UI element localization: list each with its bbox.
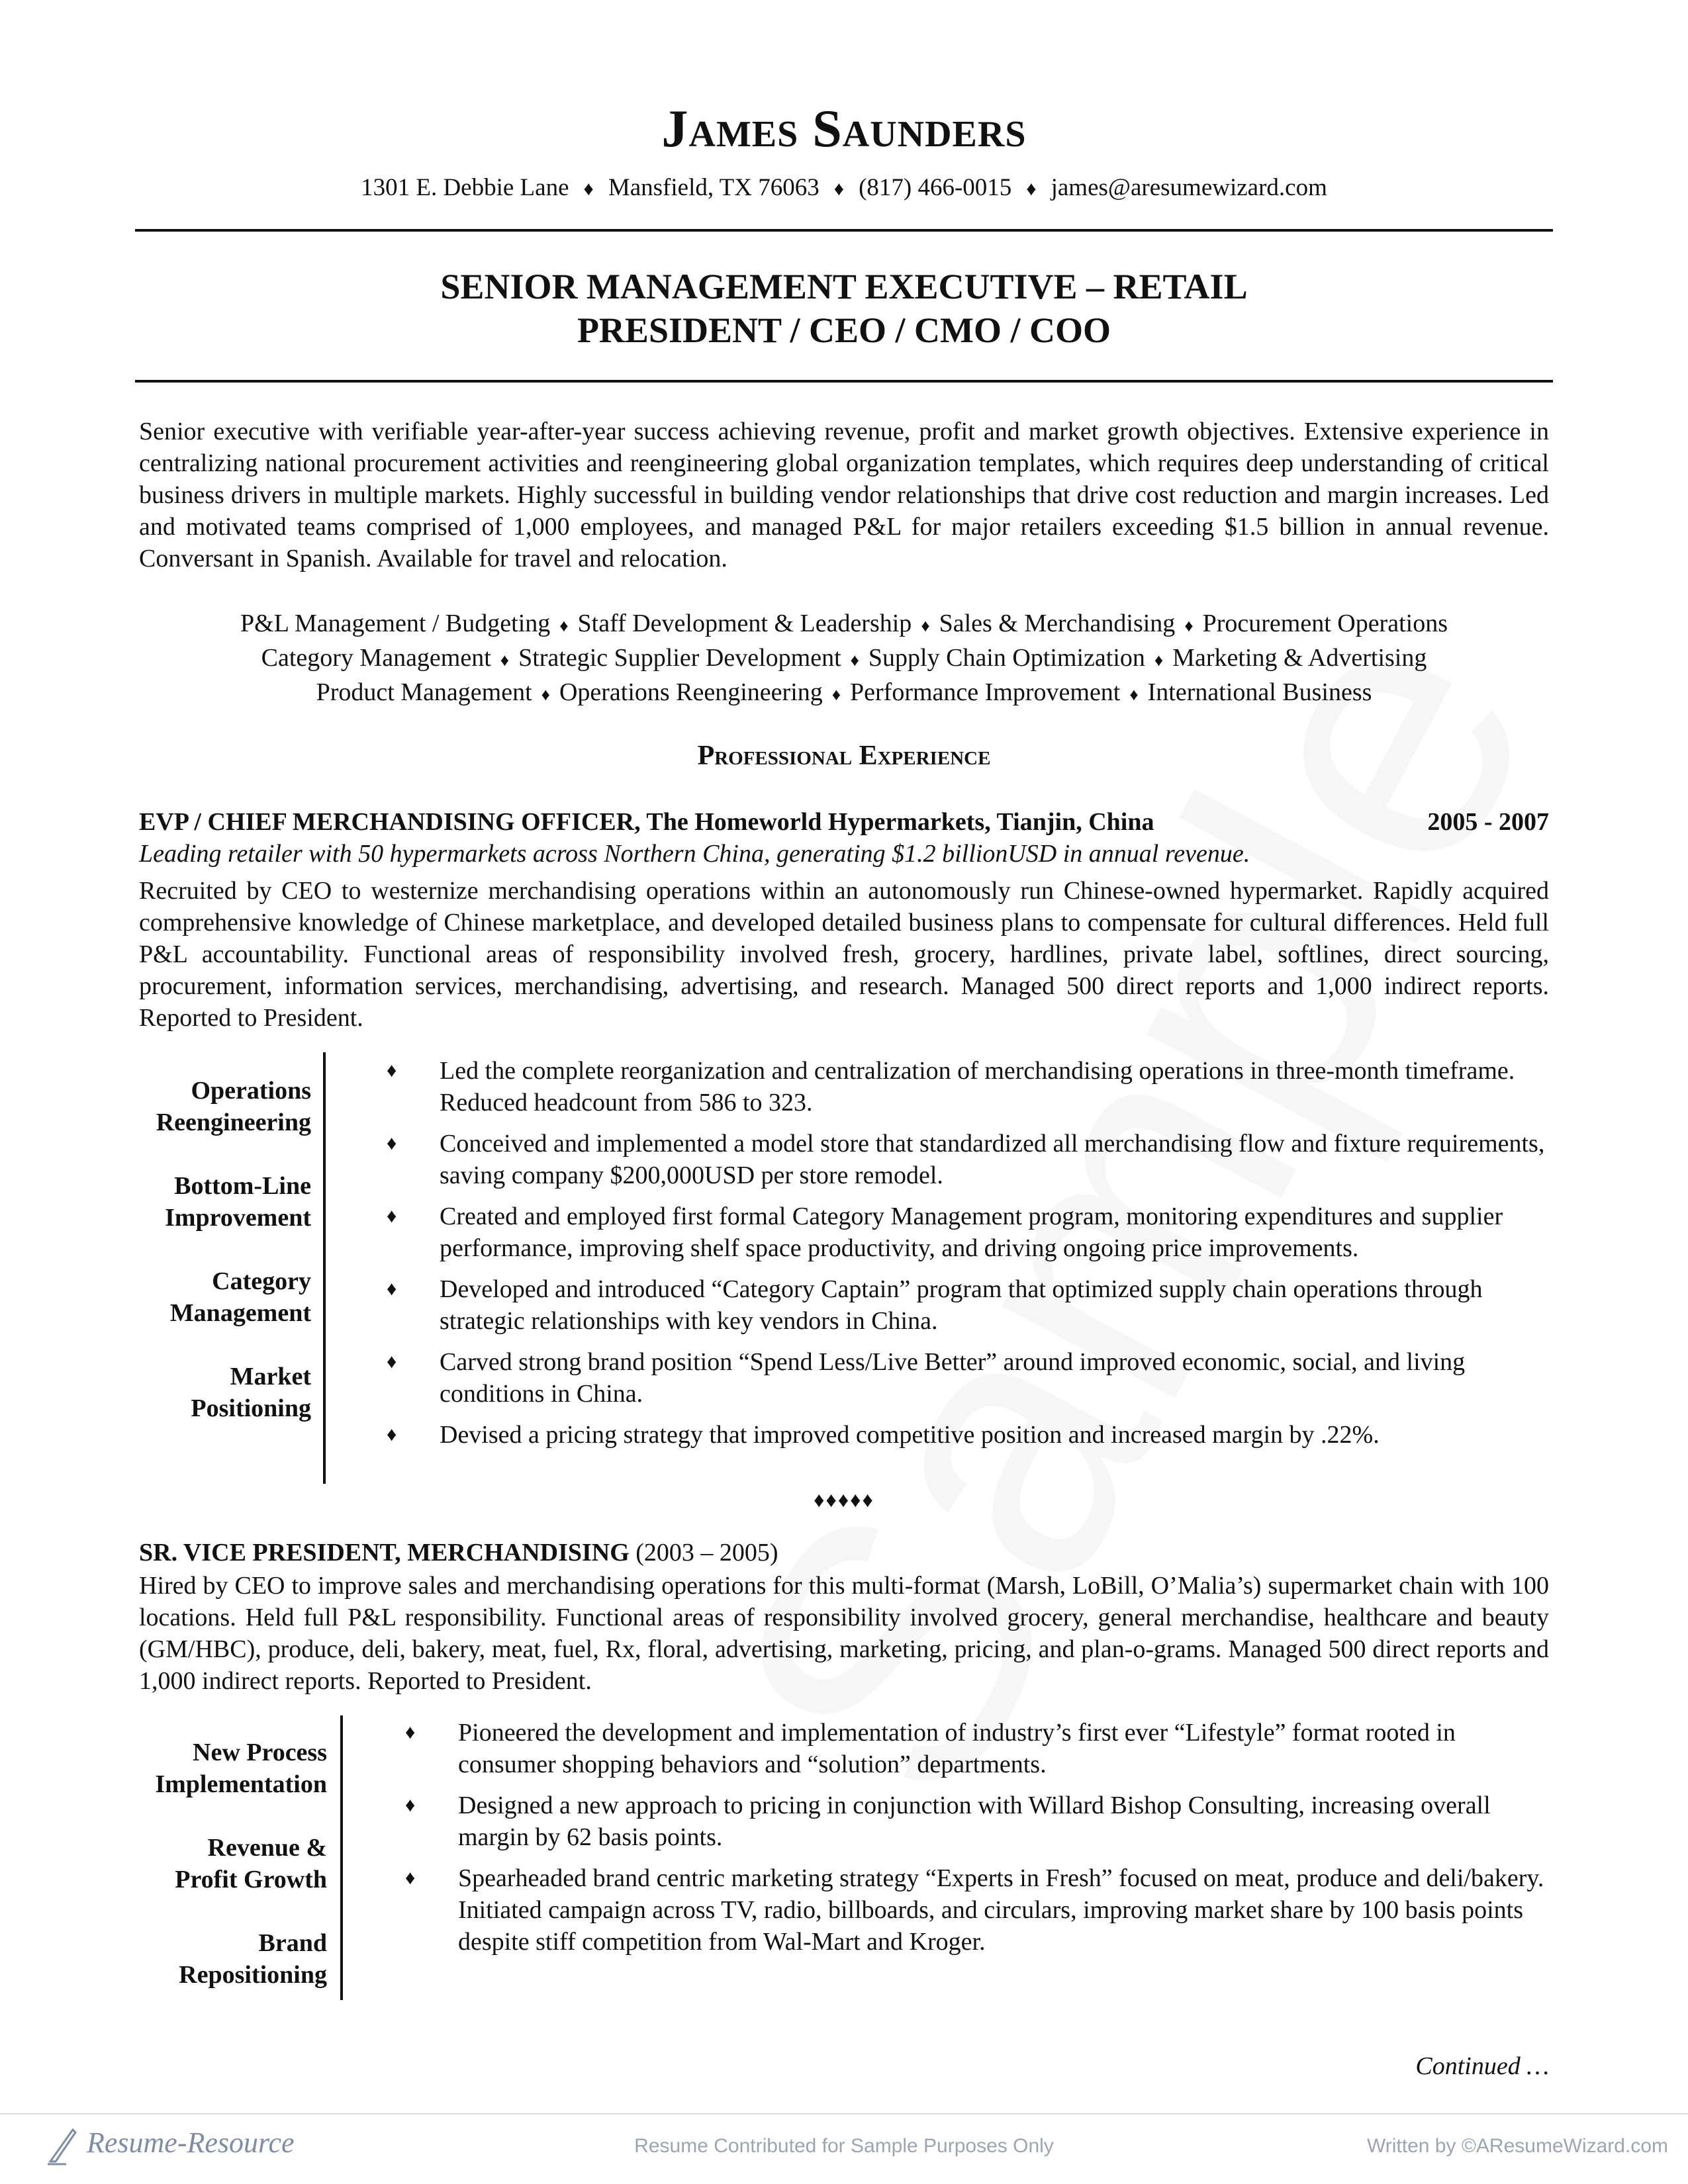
- diamond-icon: ♦: [405, 1721, 416, 1743]
- side-label: Operations Reengineering: [156, 1077, 311, 1136]
- diamond-icon: ♦: [833, 178, 845, 200]
- achievement-item: ♦ Carved strong brand position “Spend Less/Live Better” around improved economic, social, and living conditions in China.: [387, 1346, 1549, 1410]
- competency-item: Procurement Operations: [1202, 610, 1448, 637]
- contact-email[interactable]: james@aresumewizard.com: [1051, 174, 1327, 201]
- job2-description: Hired by CEO to improve sales and merchandising operations for this multi-format (Marsh, LoBill, O’Malia’s) supermarket chain with 100 locations. Held full P&L responsibility. Functional areas of responsibility involved grocery, general merchandise, healthcare and beauty (GM/HBC), produce, deli, bakery, meat, fuel, Rx, floral, advertising, marketing, pricing, and plan-o-grams. Managed 500 direct reports and 1,000 indirect reports. Reported to President.: [139, 1572, 1549, 1695]
- competency-row: [0, 676, 1688, 711]
- diamond-icon: ♦: [831, 685, 841, 704]
- competency-item: Strategic Supplier Development: [518, 644, 841, 672]
- competency-item: Operations Reengineering: [559, 678, 823, 706]
- contact-city: Mansfield, TX 76063: [608, 174, 820, 201]
- contact-address: 1301 E. Debbie Lane: [361, 174, 569, 201]
- diamond-icon: ♦: [1154, 651, 1164, 670]
- achievement-item: ♦ Conceived and implemented a model store that standardized all merchandising flow and fixture requirements, saving company $200,000USD per store remodel.: [387, 1128, 1549, 1191]
- summary-paragraph: Senior executive with verifiable year-after-year success achieving revenue, profit and market growth objectives. Extensive experience in centralizing national procurement activities and reengineering global organization templates, which requires deep understanding of critical business drivers in multiple markets. Highly successful in building vendor relationships that drive cost reduction and margin increases. Led and motivated teams comprised of 1,000 employees, and managed P&L for major retailers exceeding $1.5 billion in annual revenue. Conversant in Spanish. Available for travel and relocation.: [139, 418, 1549, 572]
- job2-side-labels: [119, 1737, 327, 2023]
- diamond-icon: ♦: [921, 616, 930, 635]
- headline-title: SENIOR MANAGEMENT EXECUTIVE – RETAIL: [440, 267, 1248, 306]
- side-label: Revenue & Profit Growth: [175, 1834, 327, 1893]
- logo-text: Resume-Resource: [87, 2126, 295, 2160]
- competency-item: Product Management: [316, 678, 532, 706]
- competency-item: Staff Development & Leadership: [577, 610, 912, 637]
- diamond-icon: ♦: [559, 616, 569, 635]
- footer-disclaimer: Resume Contributed for Sample Purposes Only: [634, 2135, 1054, 2157]
- core-competencies: [0, 608, 1688, 711]
- competency-item: P&L Management / Budgeting: [240, 610, 551, 637]
- headline-roles: PRESIDENT / CEO / CMO / COO: [577, 310, 1111, 350]
- job1-header: [139, 806, 1549, 838]
- competency-item: Sales & Merchandising: [939, 610, 1176, 637]
- contact-phone: (817) 466-0015: [859, 174, 1012, 201]
- diamond-icon: ♦: [387, 1278, 397, 1300]
- achievement-item: ♦ Spearheaded brand centric marketing strategy “Experts in Fresh” focused on meat, produce and deli/bakery. Initiated campaign across TV, radio, billboards, and circulars, improving market share by 100 basis points despite stiff competition from Wal-Mart and Kroger.: [405, 1862, 1549, 1958]
- achievement-item: ♦ Pioneered the development and implementation of industry’s first ever “Lifestyle” format rooted in consumer shopping behaviors and “solution” departments.: [405, 1717, 1549, 1780]
- diamond-icon: ♦: [387, 1424, 397, 1445]
- section-divider: ♦♦♦♦♦: [814, 1488, 874, 1512]
- diamond-icon: ♦: [387, 1132, 397, 1154]
- section-title-experience: Professional Experience: [697, 741, 991, 771]
- diamond-icon: ♦: [1184, 616, 1194, 635]
- diamond-icon: ♦: [1129, 685, 1139, 704]
- side-label: Bottom-Line Improvement: [165, 1172, 311, 1232]
- job1-tagline: Leading retailer with 50 hypermarkets across Northern China, generating $1.2 billionUSD in annual revenue.: [139, 840, 1250, 868]
- footer-credit[interactable]: Written by ©AResumeWizard.com: [1367, 2135, 1668, 2157]
- side-label: Market Positioning: [191, 1363, 311, 1422]
- diamond-icon: ♦: [583, 178, 594, 200]
- job2-title: SR. VICE PRESIDENT, MERCHANDISING: [139, 1539, 630, 1567]
- diamond-icon: ♦: [387, 1060, 397, 1081]
- competency-row: [0, 608, 1688, 642]
- job1-description: Recruited by CEO to westernize merchandising operations within an autonomously run Chinese-owned hypermarket. Rapidly acquired comprehensive knowledge of Chinese marketplace, and developed detailed business plans to compensate for cultural differences. Held full P&L accountability. Functional areas of responsibility involved fresh, grocery, hardlines, private label, softlines, direct sourcing, procurement, information services, merchandising, advertising, and research. Managed 500 direct reports and 1,000 indirect reports. Reported to President.: [139, 877, 1549, 1032]
- job2-dates: (2003 – 2005): [635, 1539, 778, 1567]
- job1-vertical-rule: [323, 1052, 326, 1484]
- side-label: Category Management: [169, 1267, 311, 1327]
- diamond-icon: ♦: [850, 651, 859, 670]
- achievement-item: ♦ Devised a pricing strategy that improved competitive position and increased margin by .22%.: [387, 1419, 1549, 1451]
- diamond-icon: ♦: [405, 1794, 416, 1816]
- diamond-icon: ♦: [500, 651, 510, 670]
- competency-item: International Business: [1147, 678, 1372, 706]
- job1-dates: 2005 - 2007: [1427, 808, 1549, 836]
- job2-achievements: [405, 1717, 1549, 1967]
- achievement-item: ♦ Designed a new approach to pricing in conjunction with Willard Bishop Consulting, increasing overall margin by 62 basis points.: [405, 1790, 1549, 1853]
- candidate-name: James Saunders: [661, 100, 1027, 158]
- competency-item: Performance Improvement: [850, 678, 1121, 706]
- continued-note: Continued …: [1415, 2052, 1549, 2080]
- diamond-icon: ♦: [541, 685, 550, 704]
- achievement-item: ♦ Developed and introduced “Category Captain” program that optimized supply chain operations through strategic relationships with key vendors in China.: [387, 1273, 1549, 1337]
- achievement-item: ♦ Led the complete reorganization and centralization of merchandising operations in three-month timeframe. Reduced headcount from 586 to 323.: [387, 1055, 1549, 1118]
- diamond-icon: ♦: [387, 1351, 397, 1373]
- job2-vertical-rule: [340, 1715, 343, 2000]
- footer-rule: [0, 2113, 1688, 2115]
- competency-item: Category Management: [261, 644, 491, 672]
- competency-row: [0, 642, 1688, 676]
- diamond-icon: ♦: [405, 1867, 416, 1889]
- job2-header: [139, 1537, 1549, 1569]
- side-label: New Process Implementation: [155, 1739, 327, 1798]
- job1-title: EVP / CHIEF MERCHANDISING OFFICER, The Homeworld Hypermarkets, Tianjin, China: [139, 808, 1154, 836]
- contact-line: [0, 173, 1688, 202]
- header-rule-bottom: [135, 380, 1553, 383]
- diamond-icon: ♦: [1026, 178, 1037, 200]
- competency-item: Supply Chain Optimization: [868, 644, 1145, 672]
- header-rule-top: [135, 229, 1553, 232]
- competency-item: Marketing & Advertising: [1172, 644, 1427, 672]
- diamond-icon: ♦: [387, 1205, 397, 1227]
- job1-achievements: [387, 1055, 1549, 1460]
- job1-side-labels: [119, 1075, 311, 1456]
- side-label: Brand Repositioning: [179, 1929, 327, 1989]
- achievement-item: ♦ Created and employed first formal Category Management program, monitoring expenditures and supplier performance, improving shelf space productivity, and driving ongoing price improvements.: [387, 1201, 1549, 1264]
